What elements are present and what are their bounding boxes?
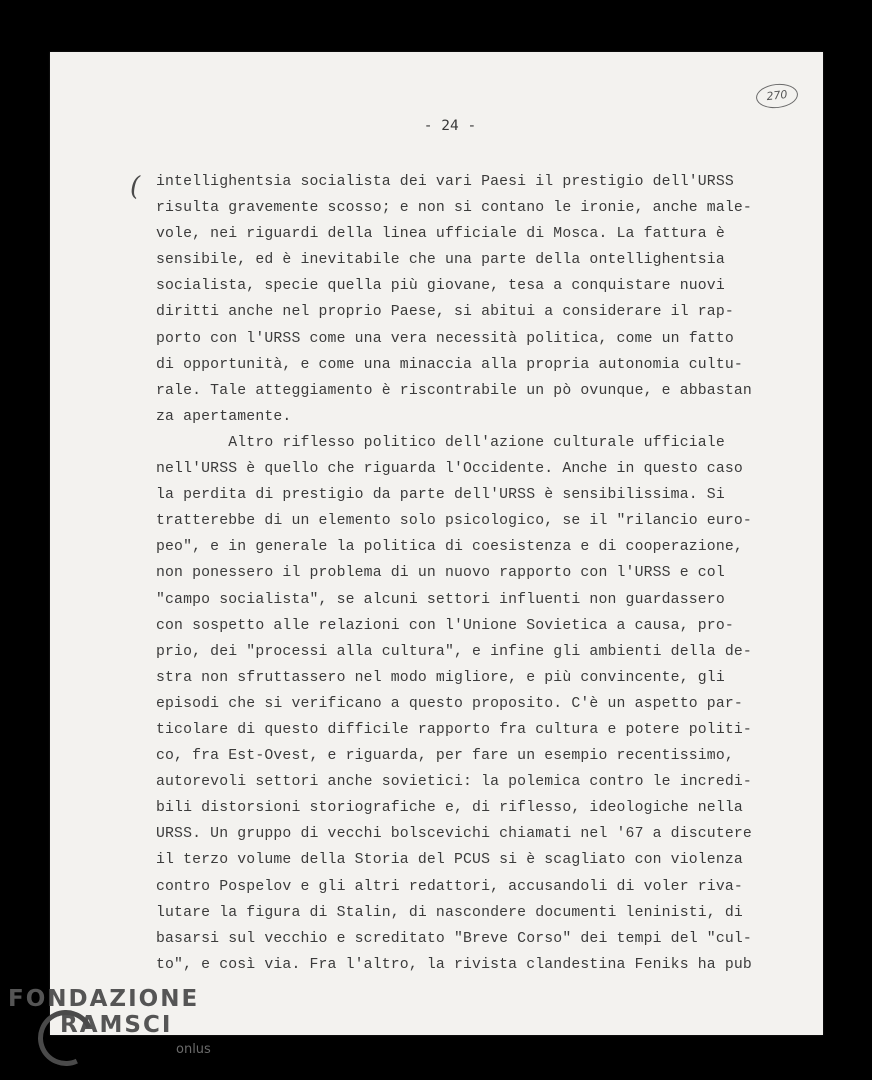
text-line: za apertamente. xyxy=(156,408,292,425)
text-line: "campo socialista", se alcuni settori influenti non guardassero xyxy=(156,591,725,608)
watermark-logo xyxy=(8,986,211,1057)
text-line: risulta gravemente scosso; e non si contano le ironie, anche male- xyxy=(156,200,752,217)
watermark-line1: FONDAZIONE xyxy=(8,986,200,1012)
text-line: di opportunità, e come una minaccia alla propria autonomia cultu- xyxy=(156,356,743,373)
page-number: - 24 - xyxy=(423,118,477,134)
text-line: la perdita di prestigio da parte dell'URSS è sensibilissima. Si xyxy=(156,487,725,504)
margin-bracket: ( xyxy=(130,172,141,202)
text-line: sensibile, ed è inevitabile che una parte della ontellighentsia xyxy=(156,252,725,269)
text-line: bili distorsioni storiografiche e, di riflesso, ideologiche nella xyxy=(156,800,743,817)
text-line: non ponessero il problema di un nuovo rapporto con l'URSS e col xyxy=(156,565,725,582)
text-line: lutare la figura di Stalin, di nascondere documenti leninisti, di xyxy=(156,904,743,921)
watermark-line2: RAMSCI xyxy=(60,1012,173,1038)
text-line: contro Pospelov e gli altri redattori, accusandoli di voler riva- xyxy=(156,878,743,895)
text-line: co, fra Est-Ovest, e riguarda, per fare un esempio recentissimo, xyxy=(156,748,734,765)
text-line: basarsi sul vecchio e screditato "Breve Corso" dei tempi del "cul- xyxy=(156,930,752,947)
text-line: con sospetto alle relazioni con l'Unione Sovietica a causa, pro- xyxy=(156,617,734,634)
text-line: vole, nei riguardi della linea ufficiale di Mosca. La fattura è xyxy=(156,226,725,243)
text-line: socialista, specie quella più giovane, tesa a conquistare nuovi xyxy=(156,278,725,295)
text-line: stra non sfruttassero nel modo migliore, e più convincente, gli xyxy=(156,669,725,686)
watermark-sub: onlus xyxy=(176,1042,211,1057)
text-line: diritti anche nel proprio Paese, si abitui a considerare il rap- xyxy=(156,304,734,321)
text-line: il terzo volume della Storia del PCUS si è scagliato con violenza xyxy=(156,852,743,869)
text-line: peo", e in generale la politica di coesistenza e di cooperazione, xyxy=(156,539,743,556)
text-line: Altro riflesso politico dell'azione culturale ufficiale xyxy=(156,434,725,451)
text-line: intellighentsia socialista dei vari Paesi il prestigio dell'URSS xyxy=(156,174,734,190)
text-line: tratterebbe di un elemento solo psicologico, se il "rilancio euro- xyxy=(156,513,752,530)
text-line: rale. Tale atteggiamento è riscontrabile un pò ovunque, e abbastan xyxy=(156,382,752,399)
text-line: URSS. Un gruppo di vecchi bolscevichi chiamati nel '67 a discutere xyxy=(156,826,752,843)
text-line: to", e così via. Fra l'altro, la rivista clandestina Feniks ha pub xyxy=(156,956,752,973)
text-line: ticolare di questo difficile rapporto fra cultura e potere politi- xyxy=(156,721,752,738)
document-page xyxy=(50,52,823,1035)
text-line: porto con l'URSS come una vera necessità politica, come un fatto xyxy=(156,330,734,347)
text-line: episodi che si verificano a questo proposito. C'è un aspetto par- xyxy=(156,695,743,712)
archive-stamp: 270 xyxy=(755,82,799,110)
text-line: nell'URSS è quello che riguarda l'Occidente. Anche in questo caso xyxy=(156,461,743,478)
text-line: prio, dei "processi alla cultura", e infine gli ambienti della de- xyxy=(156,643,752,660)
text-line: autorevoli settori anche sovietici: la polemica contro le incredi- xyxy=(156,774,752,791)
body-text xyxy=(156,169,796,978)
